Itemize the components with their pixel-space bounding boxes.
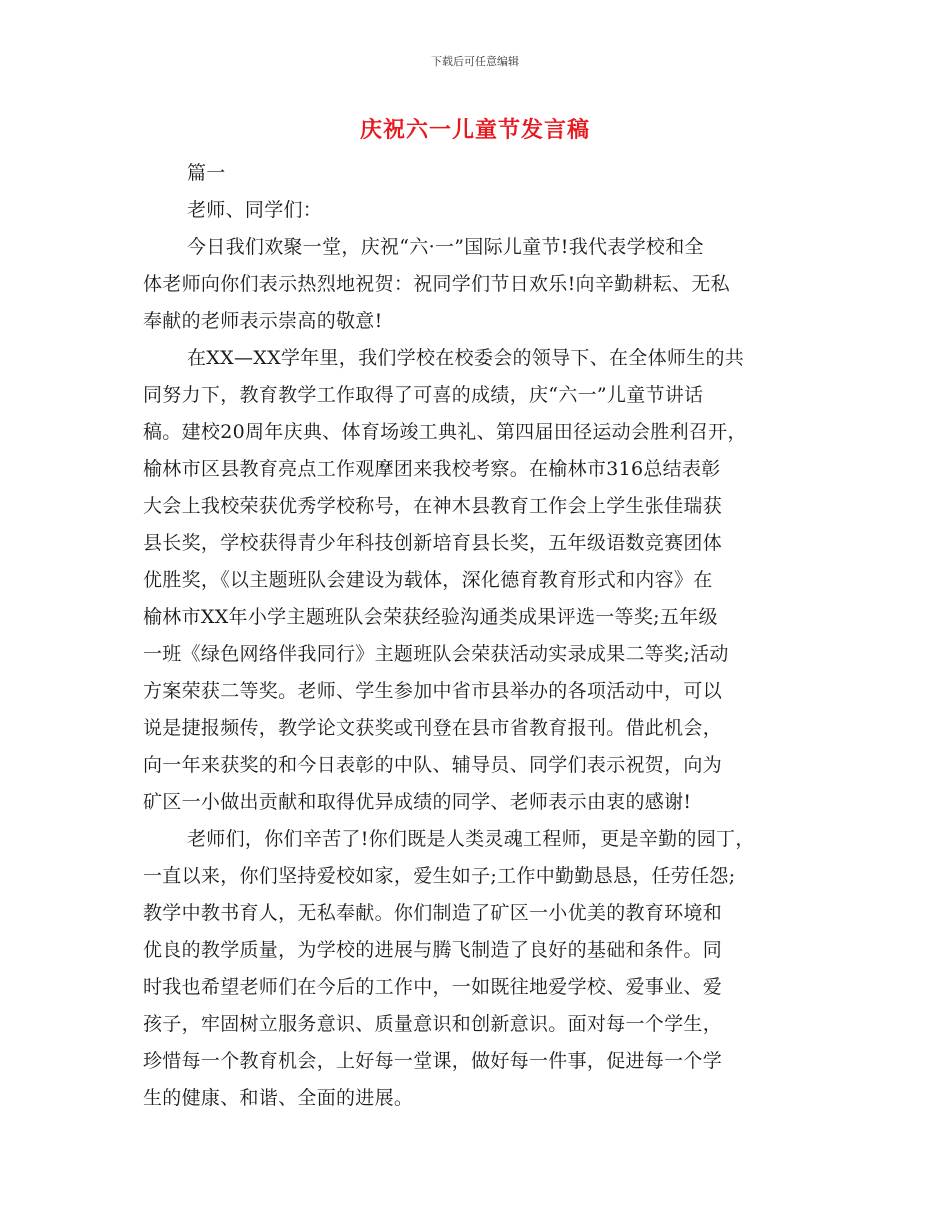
body-line: 榆林市区县教育亮点工作观摩团来我校考察。在榆林市316总结表彰: [143, 458, 721, 480]
body-line: 优良的教学质量，为学校的进展与腾飞制造了良好的基础和条件。同: [143, 939, 723, 961]
document-title: 庆祝六一儿童节发言稿: [359, 117, 590, 143]
body-line: 今日我们欢聚一堂，庆祝“六·一”国际儿童节!我代表学校和全: [187, 236, 704, 258]
body-line: 珍惜每一个教育机会，上好每一堂课，做好每一件事，促进每一个学: [143, 1050, 723, 1072]
page-header-note: 下载后可任意编辑: [431, 55, 519, 68]
body-line: 时我也希望老师们在今后的工作中，一如既往地爱学校、爱事业、爱: [143, 976, 723, 998]
body-line: 一班《绿色网络伴我同行》主题班队会荣获活动实录成果二等奖;活动: [143, 643, 729, 665]
body-line: 奉献的老师表示崇高的敬意!: [143, 310, 383, 332]
body-line: 老师们，你们辛苦了!你们既是人类灵魂工程师，更是辛勤的园丁，: [187, 828, 755, 850]
body-line: 篇一: [187, 162, 226, 184]
body-line: 在XX—XX学年里，我们学校在校委会的领导下、在全体师生的共: [187, 347, 745, 369]
body-line: 教学中教书育人，无私奉献。你们制造了矿区一小优美的教育环境和: [143, 902, 723, 924]
body-line: 同努力下，教育教学工作取得了可喜的成绩，庆“六一”儿童节讲话: [143, 384, 704, 406]
body-line: 方案荣获二等奖。老师、学生参加中省市县举办的各项活动中，可以: [143, 680, 723, 702]
body-line: 县长奖，学校获得青少年科技创新培育县长奖，五年级语数竞赛团体: [143, 532, 723, 554]
body-line: 孩子，牢固树立服务意识、质量意识和创新意识。面对每一个学生，: [143, 1013, 723, 1035]
body-line: 稿。建校20周年庆典、体育场竣工典礼、第四届田径运动会胜利召开，: [143, 421, 747, 443]
document-body: [143, 155, 808, 1117]
body-line: 大会上我校荣获优秀学校称号，在神木县教育工作会上学生张佳瑞获: [143, 495, 723, 517]
body-line: 说是捷报频传，教学论文获奖或刊登在县市省教育报刊。借此机会，: [143, 717, 723, 739]
body-line: 向一年来获奖的和今日表彰的中队、辅导员、同学们表示祝贺，向为: [143, 754, 723, 776]
body-line: 优胜奖，《以主题班队会建设为载体，深化德育教育形式和内容》在: [143, 569, 713, 591]
body-line: 榆林市XX年小学主题班队会荣获经验沟通类成果评选一等奖;五年级: [143, 606, 718, 628]
body-line: 生的健康、和谐、全面的进展。: [143, 1087, 414, 1109]
body-line: 一直以来，你们坚持爱校如家，爱生如子;工作中勤勤恳恳，任劳任怨;: [143, 865, 736, 887]
body-line: 老师、同学们：: [187, 199, 323, 221]
body-line: 矿区一小做出贡献和取得优异成绩的同学、老师表示由衷的感谢!: [143, 791, 692, 813]
body-line: 体老师向你们表示热烈地祝贺：祝同学们节日欢乐!向辛勤耕耘、无私: [143, 273, 730, 295]
